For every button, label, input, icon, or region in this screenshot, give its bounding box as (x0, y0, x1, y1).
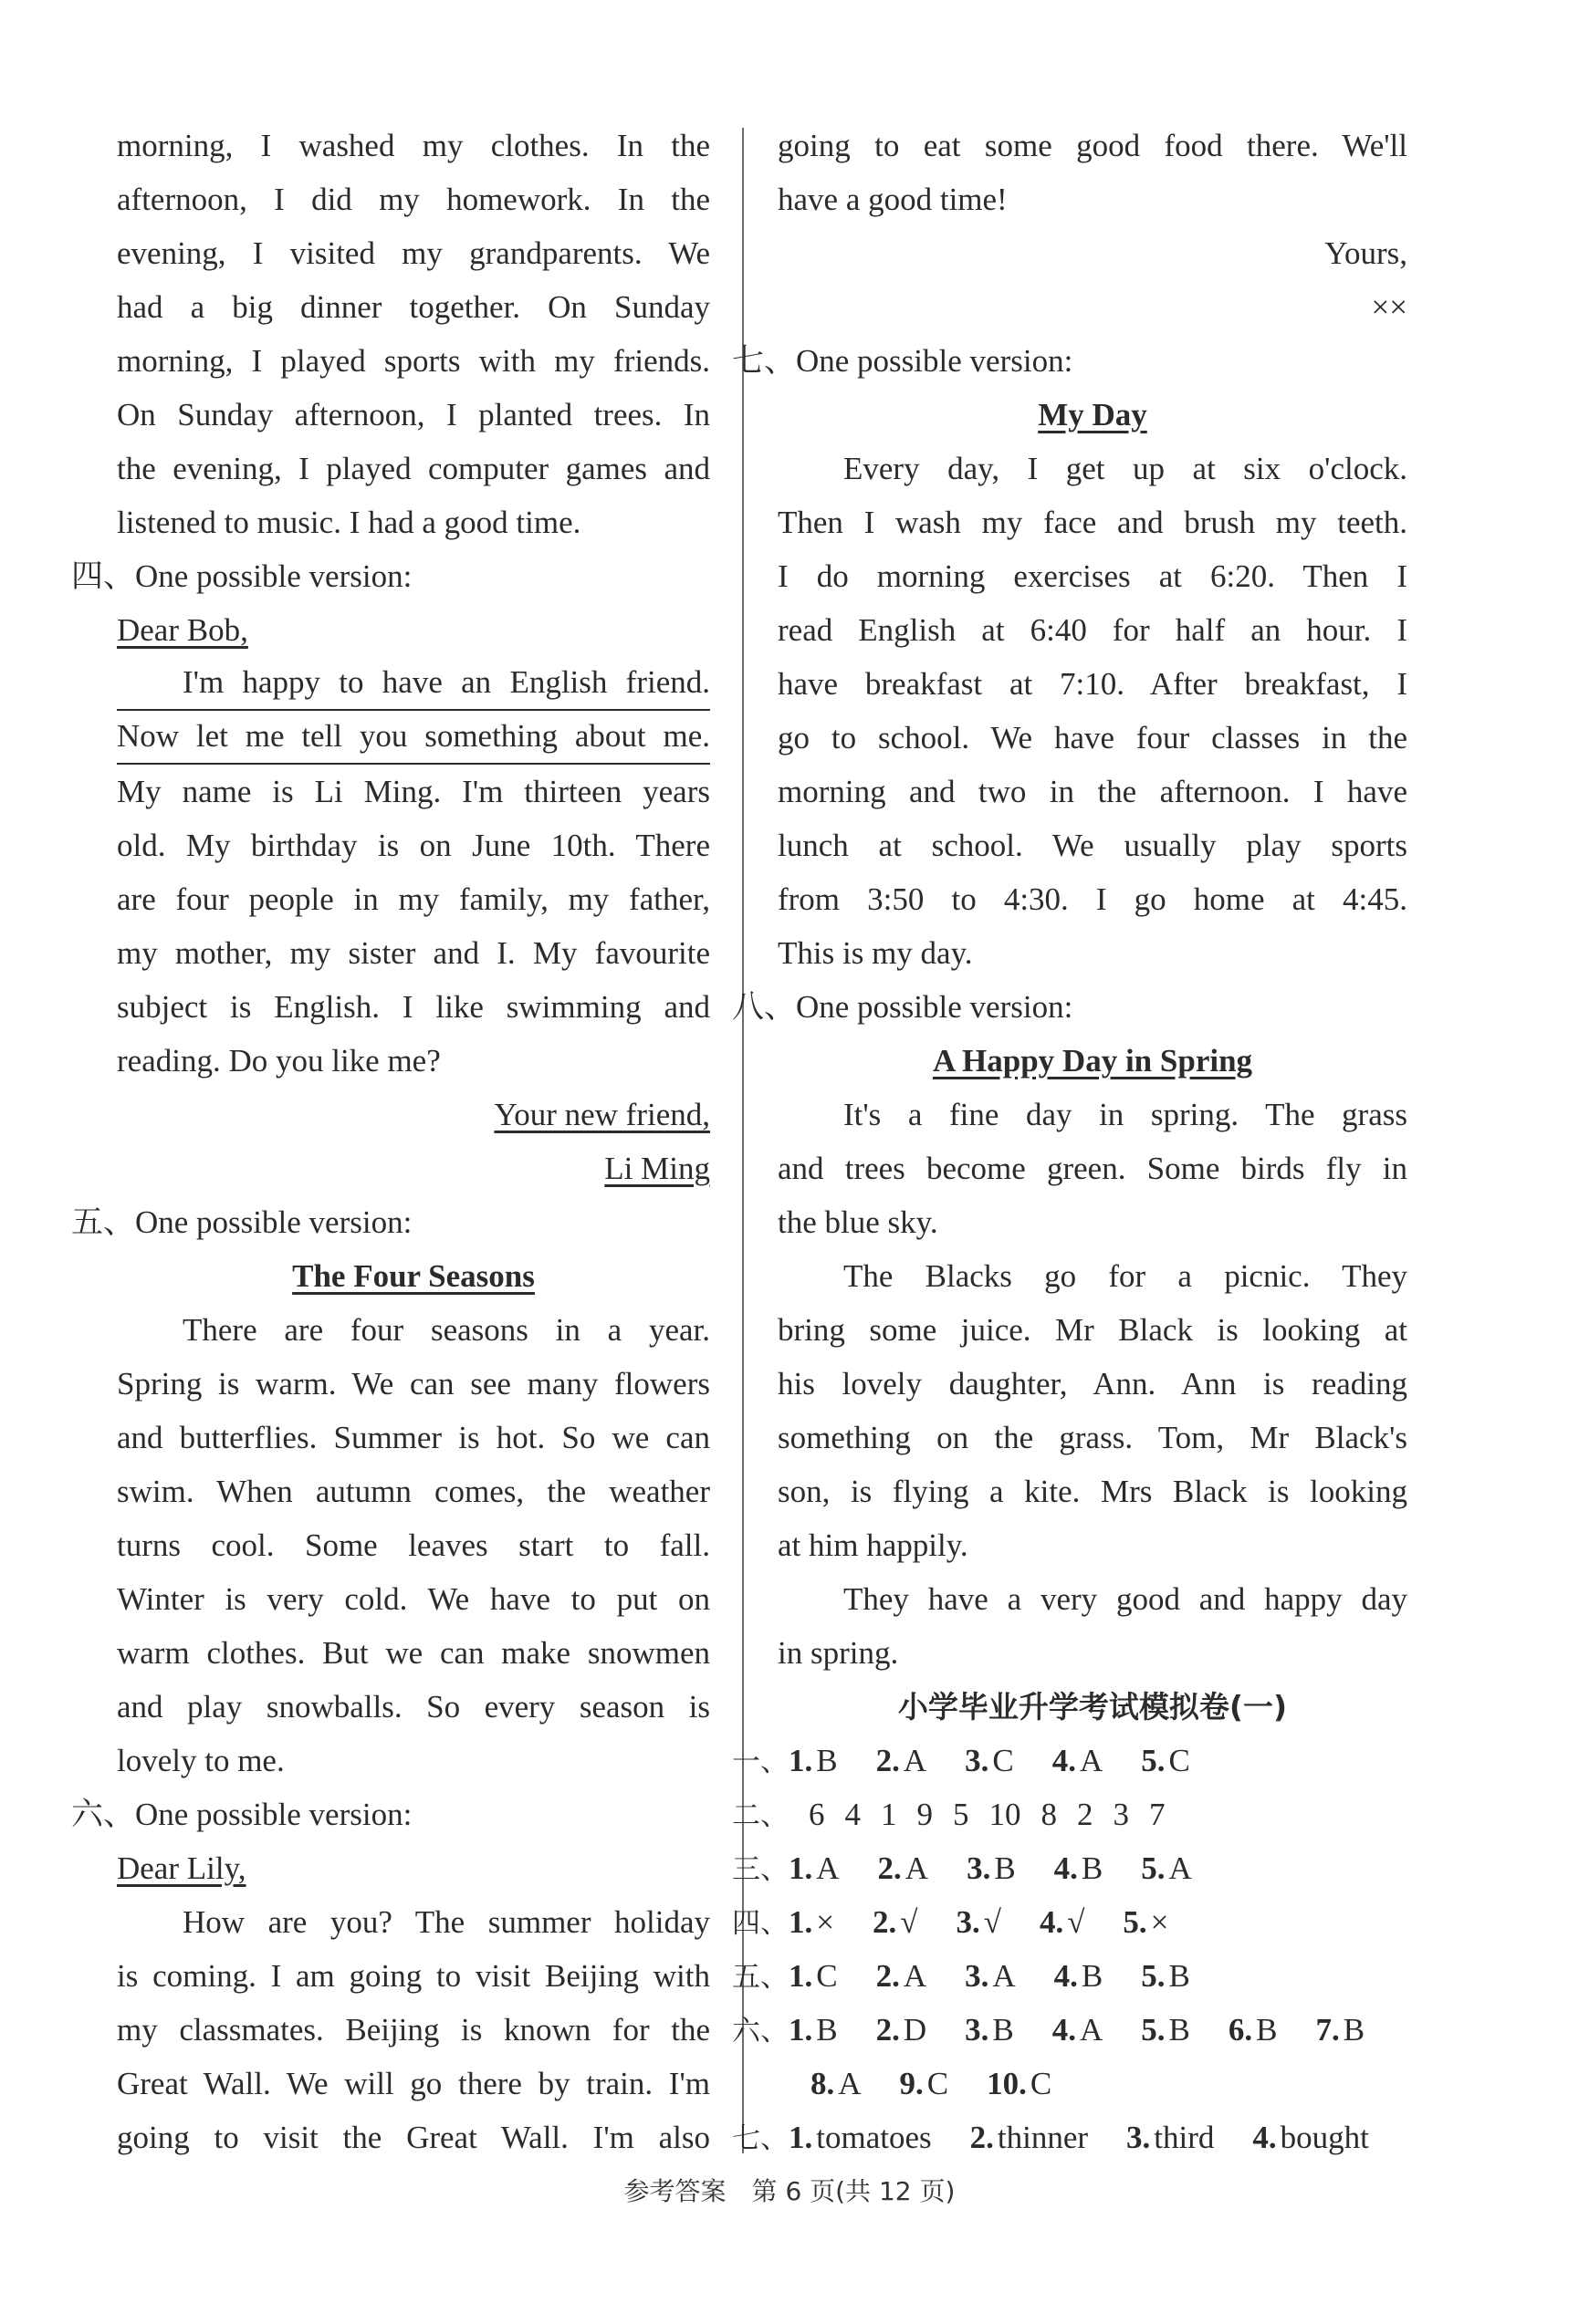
text-line: afternoon, I did my homework. In the (117, 182, 710, 217)
answer-item (1054, 1841, 1103, 1895)
answer-number: 5. (1123, 1904, 1147, 1940)
text-line: son, is flying a kite. Mrs Black is looking (778, 1474, 1407, 1509)
section-heading: 五、One possible version: (71, 1204, 413, 1240)
answer-section-label: 六、 (732, 2015, 789, 2048)
text-line: This is my day. (778, 935, 973, 971)
answer-section-label: 四、 (732, 1907, 789, 1940)
answer-item (967, 1841, 1016, 1895)
essay-title: The Four Seasons (292, 1258, 535, 1294)
answer-item (1316, 2003, 1365, 2057)
answer-section-label: 七、 (732, 2122, 789, 2155)
answer-number: 5. (1141, 1743, 1166, 1778)
section-6 (71, 1787, 710, 2164)
text-line: listened to music. I had a good time. (117, 505, 581, 540)
answer-value: √ (900, 1904, 918, 1940)
answer-value: tomatoes (816, 2120, 932, 2155)
answer-item (789, 1841, 840, 1895)
answer-number: 2. (873, 1904, 897, 1940)
page-footer: 参考答案 第 6 页(共 12 页) (623, 2176, 956, 2206)
section-4 (71, 549, 710, 1195)
answer-item (1052, 1734, 1103, 1787)
answer-item (789, 1949, 838, 2003)
text-line: morning, I played sports with my friends. (117, 343, 710, 379)
answer-item (1040, 1895, 1084, 1949)
answer-value: thinner (997, 2120, 1089, 2155)
answer-number: 4. (1053, 1958, 1078, 1994)
mock-test-answers (732, 1680, 1407, 2164)
answer-number: 1. (789, 1743, 813, 1778)
answer-number: 2. (875, 1958, 900, 1994)
answer-number: 3. (965, 1743, 989, 1778)
answer-number: 5. (1141, 1850, 1166, 1886)
answer-number: 7. (1315, 2012, 1340, 2048)
answer-item (900, 2057, 949, 2110)
answer-value: third (1154, 2120, 1215, 2155)
answer-value: B (1256, 2012, 1278, 2048)
answer-value: A (905, 1850, 929, 1886)
text-line: They have a very good and happy day (843, 1581, 1407, 1617)
letter-signature: Li Ming (604, 1151, 710, 1186)
answer-item: 4 (844, 1797, 861, 1832)
answer-number: 10. (987, 2066, 1027, 2101)
text-line: How are you? The summer holiday (183, 1904, 710, 1940)
essay-title: My Day (1038, 397, 1147, 432)
answer-item (1052, 2003, 1103, 2057)
answer-number: 6. (1228, 2012, 1253, 2048)
answer-value: A (903, 1743, 927, 1778)
text-line: morning, I washed my clothes. In the (117, 128, 710, 163)
answer-row (732, 1841, 1407, 1895)
section-7 (732, 334, 1407, 980)
answer-row (732, 1895, 1407, 1949)
answer-value: B (994, 1850, 1016, 1886)
text-line: read English at 6:40 for half an hour. I (778, 612, 1407, 648)
answer-value: B (816, 2012, 838, 2048)
text-line: turns cool. Some leaves start to fall. (117, 1527, 710, 1563)
text-line: at him happily. (778, 1527, 968, 1563)
text-line: Every day, I get up at six o'clock. (843, 451, 1407, 486)
text-line: is coming. I am going to visit Beijing with (117, 1958, 710, 1994)
answer-section-label: 五、 (732, 1961, 789, 1994)
answer-value: C (926, 2066, 949, 2101)
answer-item: 3 (1113, 1797, 1129, 1832)
text-line: Great Wall. We will go there by train. I'm (117, 2066, 710, 2101)
letter-signature: ×× (1371, 289, 1407, 325)
text-line: have breakfast at 7:10. After breakfast, I (778, 666, 1407, 702)
underlined-line: Now let me tell you something about me. (117, 711, 710, 765)
answer-item (876, 1734, 927, 1787)
answer-item: 10 (988, 1797, 1021, 1832)
text-line: reading. Do you like me? (117, 1043, 441, 1079)
answer-item (810, 2057, 862, 2110)
letter-closing: Your new friend, (494, 1097, 710, 1132)
answer-number: 2. (875, 2012, 900, 2048)
essay-title: A Happy Day in Spring (932, 1043, 1253, 1079)
text-line: My name is Li Ming. I'm thirteen years (117, 774, 710, 809)
answer-number: 2. (877, 1850, 902, 1886)
section-3-continuation (117, 119, 710, 549)
section-6-continuation (778, 119, 1407, 334)
answer-item (878, 1841, 929, 1895)
answer-item: 9 (916, 1797, 933, 1832)
answer-item (873, 1895, 917, 1949)
answer-number: 1. (789, 1958, 813, 1994)
answer-number: 1. (789, 1904, 813, 1940)
answer-value: C (1168, 1743, 1190, 1778)
answer-number: 3. (965, 2012, 989, 2048)
text-line: from 3:50 to 4:30. I go home at 4:45. (778, 881, 1407, 917)
text-line: in spring. (778, 1635, 899, 1671)
text-line: I do morning exercises at 6:20. Then I (778, 558, 1407, 594)
answer-value: √ (1067, 1904, 1085, 1940)
answer-value: B (1081, 1850, 1103, 1886)
section-heading: 七、One possible version: (732, 343, 1073, 379)
text-line: something on the grass. Tom, Mr Black's (778, 1420, 1407, 1455)
text-line: and trees become green. Some birds fly in (778, 1151, 1407, 1186)
answer-row (778, 2057, 1407, 2110)
answer-number: 5. (1141, 2012, 1166, 2048)
answer-item (1252, 2110, 1368, 2164)
answer-value: A (1080, 2012, 1103, 2048)
answer-item (789, 2003, 838, 2057)
text-line: have a good time! (778, 182, 1008, 217)
text-line: It's a fine day in spring. The grass (843, 1097, 1407, 1132)
answer-section-label: 二、 (732, 1799, 789, 1832)
answer-value: A (838, 2066, 862, 2101)
answer-number: 3. (965, 1958, 989, 1994)
text-line: go to school. We have four classes in the (778, 720, 1407, 756)
answer-value: B (816, 1743, 838, 1778)
section-heading: 六、One possible version: (71, 1797, 413, 1832)
text-line: his lovely daughter, Ann. Ann is reading (778, 1366, 1407, 1402)
answer-number: 4. (1039, 1904, 1064, 1940)
text-line: the evening, I played computer games and (117, 451, 710, 486)
text-line: had a big dinner together. On Sunday (117, 289, 710, 325)
answer-value: A (816, 1850, 840, 1886)
right-column (732, 119, 1407, 2164)
answer-value: D (903, 2012, 927, 2048)
answer-item (965, 2003, 1014, 2057)
letter-closing: Yours, (1324, 235, 1407, 271)
answer-item (987, 2057, 1051, 2110)
section-8 (732, 980, 1407, 1680)
answer-item (789, 2110, 932, 2164)
answer-item (789, 1734, 838, 1787)
answer-number: 8. (810, 2066, 835, 2101)
letter-greeting: Dear Bob, (117, 612, 248, 648)
answer-value: × (1150, 1904, 1169, 1940)
answer-item (965, 1734, 1014, 1787)
answer-row (732, 1949, 1407, 2003)
text-line: Then I wash my face and brush my teeth. (778, 505, 1407, 540)
answer-number: 4. (1252, 2120, 1277, 2155)
answer-number: 1. (789, 2120, 813, 2155)
answer-item (956, 1895, 1000, 1949)
text-line: Spring is warm. We can see many flowers (117, 1366, 710, 1402)
section-5 (71, 1195, 710, 1787)
answer-value: A (903, 1958, 927, 1994)
answer-number: 2. (875, 1743, 900, 1778)
answer-value: C (1030, 2066, 1052, 2101)
text-line: are four people in my family, my father, (117, 881, 710, 917)
text-line: morning and two in the afternoon. I have (778, 774, 1407, 809)
text-line: old. My birthday is on June 10th. There (117, 828, 710, 863)
answer-value: A (992, 1958, 1016, 1994)
left-column (71, 119, 710, 2164)
text-line: Winter is very cold. We have to put on (117, 1581, 710, 1617)
answer-item (1141, 2003, 1190, 2057)
answer-row (732, 2110, 1407, 2164)
answer-value: A (1080, 1743, 1103, 1778)
text-line: bring some juice. Mr Black is looking at (778, 1312, 1407, 1348)
answer-value: B (1168, 1958, 1190, 1994)
answer-item: 8 (1040, 1797, 1057, 1832)
text-line: the blue sky. (778, 1204, 938, 1240)
text-line: There are four seasons in a year. (183, 1312, 710, 1348)
text-line: warm clothes. But we can make snowmen (117, 1635, 710, 1671)
answer-number: 3. (956, 1904, 980, 1940)
answer-number: 4. (1051, 2012, 1076, 2048)
text-line: going to visit the Great Wall. I'm also (117, 2120, 710, 2155)
answer-value: √ (983, 1904, 1001, 1940)
answer-number: 9. (899, 2066, 924, 2101)
answer-item (789, 1895, 834, 1949)
text-line: On Sunday afternoon, I planted trees. In (117, 397, 710, 432)
text-line: swim. When autumn comes, the weather (117, 1474, 710, 1509)
text-line: lovely to me. (117, 1743, 285, 1778)
answer-number: 1. (789, 1850, 813, 1886)
text-line: and butterflies. Summer is hot. So we can (117, 1420, 710, 1455)
text-line: my classmates. Beijing is known for the (117, 2012, 710, 2048)
answer-item (1123, 1895, 1168, 1949)
answer-item: 1 (881, 1797, 897, 1832)
answer-number: 2. (969, 2120, 994, 2155)
answer-value: × (816, 1904, 834, 1940)
text-line: going to eat some good food there. We'll (778, 128, 1407, 163)
answer-item (965, 1949, 1016, 2003)
answer-number: 3. (967, 1850, 991, 1886)
answer-item: 7 (1149, 1797, 1166, 1832)
answer-section-label: 一、 (732, 1746, 789, 1778)
text-line: and play snowballs. So every season is (117, 1689, 710, 1725)
answer-value: bought (1280, 2120, 1369, 2155)
answer-item (876, 1949, 927, 2003)
letter-greeting: Dear Lily, (117, 1850, 246, 1886)
text-line: evening, I visited my grandparents. We (117, 235, 710, 271)
answer-row (732, 1787, 1407, 1841)
answer-number: 4. (1051, 1743, 1076, 1778)
answer-number: 4. (1053, 1850, 1078, 1886)
answer-item (1054, 1949, 1103, 2003)
answer-number: 1. (789, 2012, 813, 2048)
answer-item (1229, 2003, 1278, 2057)
test-title: 小学毕业升学考试模拟卷(一) (897, 1689, 1288, 1725)
answer-value: B (1343, 2012, 1365, 2048)
answer-value: B (992, 2012, 1014, 2048)
answer-item: 2 (1077, 1797, 1093, 1832)
answer-item: 5 (953, 1797, 969, 1832)
underlined-line: I'm happy to have an English friend. (117, 657, 710, 711)
answer-section-label: 三、 (732, 1853, 789, 1886)
answer-item (1141, 1734, 1190, 1787)
text-line: lunch at school. We usually play sports (778, 828, 1407, 863)
answer-item: 6 (809, 1797, 825, 1832)
answer-row (732, 1734, 1407, 1787)
answer-row (732, 2003, 1407, 2057)
answer-value: C (992, 1743, 1014, 1778)
answer-item (970, 2110, 1088, 2164)
answer-value: A (1168, 1850, 1192, 1886)
text-line: The Blacks go for a picnic. They (843, 1258, 1407, 1294)
answer-number: 3. (1126, 2120, 1151, 2155)
answer-number: 5. (1141, 1958, 1166, 1994)
answer-value: B (1168, 2012, 1190, 2048)
answer-item (1126, 2110, 1214, 2164)
answer-item (876, 2003, 927, 2057)
text-line: subject is English. I like swimming and (117, 989, 710, 1025)
section-heading: 四、One possible version: (71, 558, 413, 594)
answer-item (1141, 1841, 1192, 1895)
answer-item (1141, 1949, 1190, 2003)
section-heading: 八、One possible version: (732, 989, 1073, 1025)
text-line: my mother, my sister and I. My favourite (117, 935, 710, 971)
answer-value: B (1081, 1958, 1103, 1994)
answer-value: C (816, 1958, 838, 1994)
